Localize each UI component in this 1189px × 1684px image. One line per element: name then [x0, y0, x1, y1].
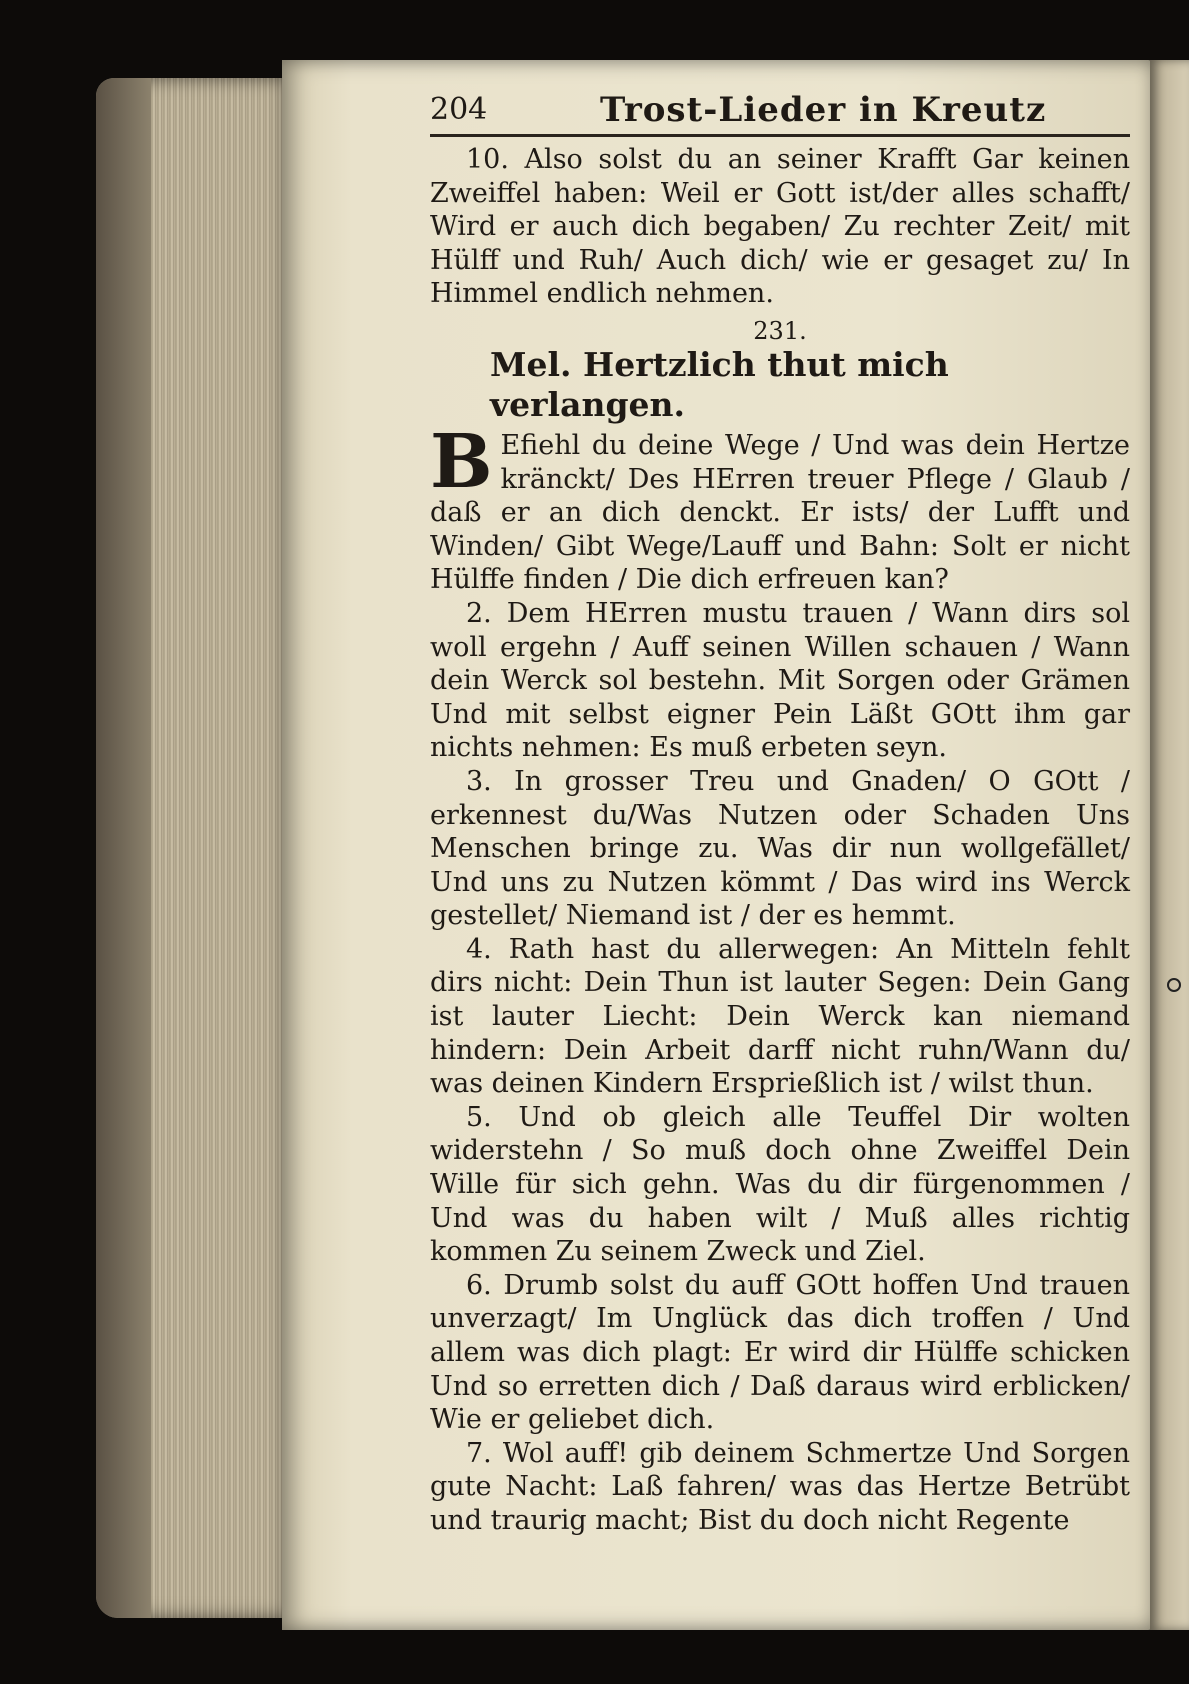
hymn-verse-3: 3. In grosser Treu und Gnaden/ O GOtt / erkennest du/Was Nutzen oder Schaden Uns Menschen bringe zu. Was dir nun wollgefället/ Und uns zu Nutzen kömmt / Das wird ins Werck gestellet/ Niemand ist / der es hemmt. [430, 765, 1130, 932]
book-page-edges [96, 78, 286, 1618]
hymn-verse-6: 6. Drumb solst du auff GOtt hoffen Und trauen unverzagt/ Im Unglück das dich troffen / Und allem was dich plagt: Er wird dir Hülffe schicken Und so erretten dich / Daß daraus wird erblicken/ Wie er geliebet dich. [430, 1269, 1130, 1436]
drop-cap: B [430, 418, 493, 505]
page-number: 204 [430, 92, 488, 127]
page-content [430, 86, 1130, 1538]
hymn-verse-5: 5. Und ob gleich alle Teuffel Dir wolten widerstehn / So muß doch ohne Zweiffel Dein Wille für sich gehn. Was du dir fürgenommen / Und was du haben wilt / Muß alles richtig kommen Zu seinem Zweck und Ziel. [430, 1101, 1130, 1268]
page-header [430, 86, 1130, 137]
hymn-verse-2: 2. Dem HErren mustu trauen / Wann dirs sol woll ergehn / Auff seinen Willen schauen / Wann dein Werck sol bestehn. Mit Sorgen oder Grämen Und mit selbst eigner Pein Läßt GOtt ihm gar nichts nehmen: Es muß erbeten seyn. [430, 597, 1130, 764]
hymn-verse-1 [430, 418, 1130, 597]
verse-1-text: Efiehl du deine Wege / Und was dein Hertze kränckt/ Des HErren treuer Pflege / Glaub / daß er an dich denckt. Er ists/ der Lufft und Winden/ Gibt Wege/Lauff und Bahn: Solt er nicht Hülffe finden / Die dich erfreuen kan? [430, 429, 1130, 596]
facing-page-edge [1150, 60, 1189, 1630]
hymn-verse-4: 4. Rath hast du allerwegen: An Mitteln fehlt dirs nicht: Dein Thun ist lauter Segen: Dein Gang ist lauter Liecht: Dein Werck kan niemand hindern: Dein Arbeit darff nicht ruhn/Wann du/ was deinen Kindern Ersprießlich ist / wilst thun. [430, 933, 1130, 1100]
melody-line: Mel. Hertzlich thut mich verlangen. [490, 344, 949, 424]
hymn-verse-7: 7. Wol auff! gib deinem Schmertze Und Sorgen gute Nacht: Laß fahren/ was das Hertze Betrübt und traurig macht; Bist du doch nicht Regente [430, 1437, 1130, 1536]
page-mark-dot [1167, 978, 1181, 992]
stanza-10: 10. Also solst du an seiner Krafft Gar keinen Zweiffel haben: Weil er Gott ist/der alles schafft/ Wird er auch dich begaben/ Zu rechter Zeit/ mit Hülff und Ruh/ Auch dich/ wie er gesaget zu/ In Himmel endlich nehmen. [430, 144, 1130, 310]
running-title: Trost-Lieder in Kreutz [600, 90, 1047, 130]
hymn-number: 231. [753, 316, 807, 345]
